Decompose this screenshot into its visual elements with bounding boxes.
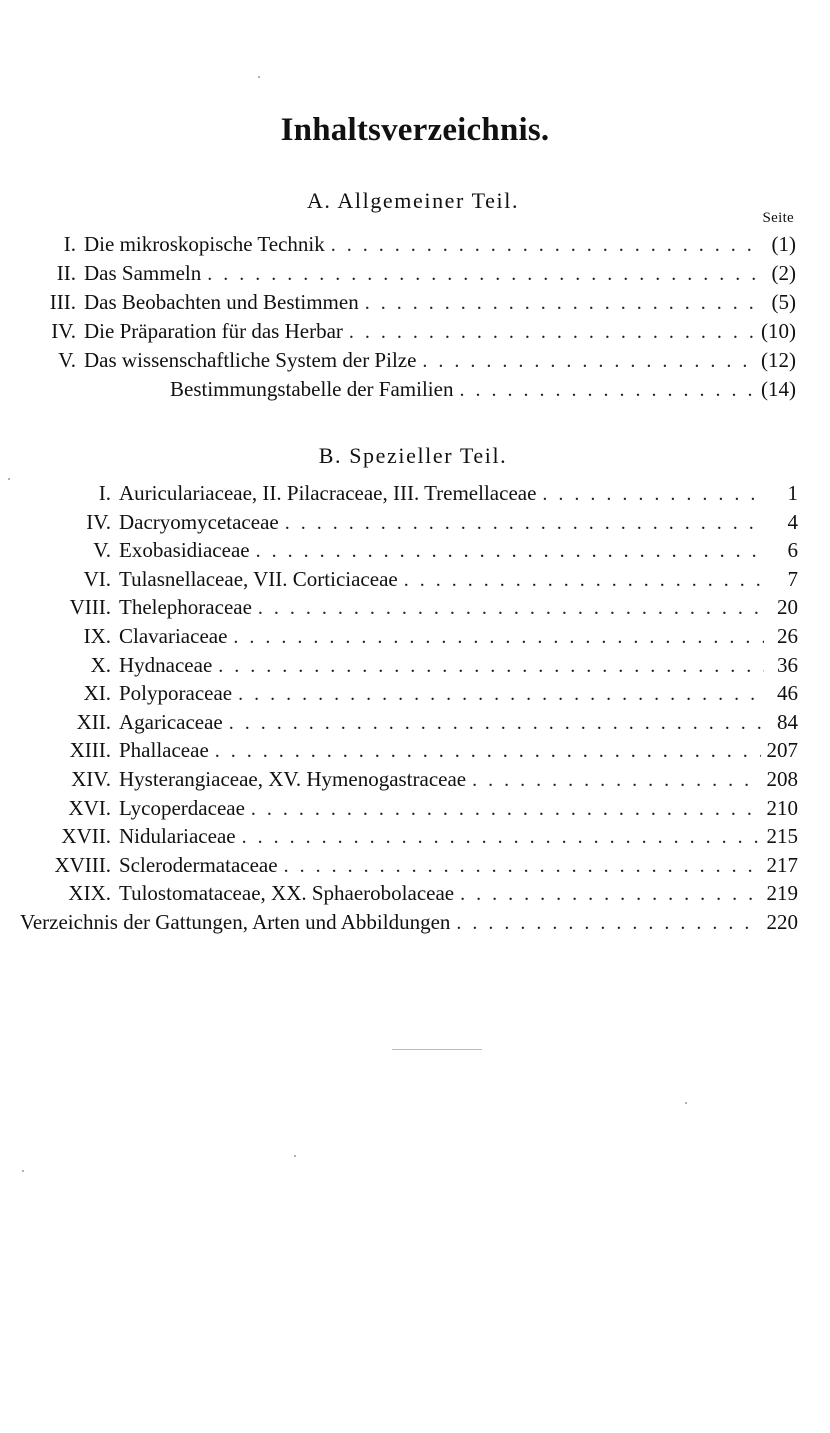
section-a-heading: A. Allgemeiner Teil.: [306, 188, 520, 213]
paper-speck: [22, 1170, 24, 1172]
dot-leader: [349, 321, 755, 344]
dot-leader: [365, 292, 762, 315]
entry-number: IV.: [51, 319, 76, 343]
entry-number: XIII.: [69, 738, 111, 763]
entry-page: (1): [771, 232, 796, 256]
toc-entry[interactable]: [20, 738, 798, 767]
dot-leader: [233, 626, 764, 649]
entry-number: XIV.: [71, 766, 111, 791]
entry-title: Auriculariaceae, II. Pilacraceae, III. Tremellaceae: [119, 481, 537, 505]
dot-leader: [404, 569, 764, 592]
entry-title: Die Präparation für das Herbar: [84, 319, 343, 343]
dot-leader: [256, 540, 764, 563]
entry-number: IV.: [86, 509, 111, 534]
entry-page: (10): [761, 319, 796, 343]
dot-leader: [242, 826, 761, 849]
entry-title: Tulostomataceae, XX. Sphaerobolaceae: [119, 881, 455, 906]
entry-title: Nidulariaceae: [119, 824, 236, 849]
entry-title: Exobasidiaceae: [119, 538, 250, 563]
paper-speck: [258, 76, 260, 78]
entry-title: Thelephoraceae: [119, 595, 252, 620]
toc-entry[interactable]: [20, 261, 796, 290]
toc-entry[interactable]: [20, 796, 798, 825]
toc-entry[interactable]: [20, 319, 796, 348]
dot-leader: [472, 769, 760, 792]
entry-number: VI.: [83, 566, 111, 591]
dot-leader: [215, 740, 761, 763]
dot-leader: [229, 712, 764, 735]
entry-page: 1: [787, 481, 798, 505]
paper-speck: [8, 478, 10, 480]
dot-leader: [251, 798, 761, 821]
entry-page: (14): [761, 377, 796, 401]
entry-number: I.: [63, 232, 76, 256]
dot-leader: [456, 912, 760, 935]
entry-number: XIX.: [68, 881, 111, 906]
entry-title: Verzeichnis der Gattungen, Arten und Abbildungen: [20, 909, 451, 934]
entry-page: 215: [766, 824, 798, 849]
paper-speck: [685, 1102, 687, 1104]
end-rule: [392, 1049, 482, 1050]
toc-entry[interactable]: [20, 595, 798, 624]
toc-entry[interactable]: [20, 567, 798, 596]
entry-page: 84: [777, 709, 798, 734]
entry-page: (2): [771, 261, 796, 285]
dot-leader: [218, 655, 764, 678]
entry-title: Polyporaceae: [119, 681, 233, 706]
entry-number: I.: [98, 481, 111, 505]
dot-leader: [542, 483, 764, 506]
page-title: Inhaltsverzeichnis.: [280, 112, 550, 148]
entry-title: Hysterangiaceae, XV. Hymenogastraceae: [119, 766, 467, 791]
dot-leader: [422, 350, 755, 373]
toc-entry[interactable]: [20, 624, 798, 653]
entry-number: IX.: [83, 623, 111, 648]
toc-entry[interactable]: [20, 481, 798, 510]
entry-title: Sclerodermataceae: [119, 852, 278, 877]
toc-entry[interactable]: [20, 910, 798, 939]
entry-number: XVI.: [68, 795, 111, 820]
dot-leader: [285, 512, 764, 535]
entry-title: Lycoperdaceae: [119, 795, 245, 820]
toc-entry[interactable]: [20, 710, 798, 739]
toc-entry[interactable]: [20, 653, 798, 682]
entry-title: Tulasnellaceae, VII. Corticiaceae: [119, 566, 398, 591]
entry-number: V.: [58, 348, 76, 372]
toc-entry[interactable]: [20, 853, 798, 882]
entry-number: XVII.: [61, 824, 111, 849]
entry-page: 20: [777, 595, 798, 620]
entry-title: Das Beobachten und Bestimmen: [84, 290, 359, 314]
toc-entry[interactable]: [20, 681, 798, 710]
entry-number: X.: [90, 652, 111, 677]
entry-number: II.: [56, 261, 76, 285]
toc-section-a: [20, 232, 796, 406]
toc-entry[interactable]: [20, 767, 798, 796]
entry-title: Bestimmungstabelle der Familien: [170, 377, 454, 401]
entry-page: 6: [787, 538, 798, 563]
entry-page: 7: [787, 566, 798, 591]
section-b-heading: B. Spezieller Teil.: [318, 443, 508, 468]
entry-page: 220: [766, 909, 798, 934]
entry-title: Agaricaceae: [119, 709, 223, 734]
entry-title: Das Sammeln: [84, 261, 202, 285]
entry-number: VIII.: [69, 595, 111, 620]
entry-title: Dacryomycetaceae: [119, 509, 279, 534]
toc-entry[interactable]: [20, 881, 798, 910]
entry-number: III.: [49, 290, 76, 314]
dot-leader: [331, 234, 762, 257]
entry-title: Hydnaceae: [119, 652, 213, 677]
entry-title: Das wissenschaftliche System der Pilze: [84, 348, 417, 372]
entry-page: 210: [766, 795, 798, 820]
entry-number: XII.: [76, 709, 111, 734]
dot-leader: [459, 379, 755, 402]
entry-page: (5): [771, 290, 796, 314]
toc-entry[interactable]: [20, 377, 796, 406]
dot-leader: [284, 855, 761, 878]
toc-entry[interactable]: [20, 538, 798, 567]
toc-entry[interactable]: [20, 510, 798, 539]
entry-page: 219: [766, 881, 798, 906]
entry-page: 26: [777, 623, 798, 648]
entry-page: 207: [766, 738, 798, 763]
dot-leader: [258, 597, 764, 620]
dot-leader: [238, 683, 764, 706]
page-column-label: Seite: [762, 210, 794, 226]
entry-page: 4: [787, 509, 798, 534]
toc-entry[interactable]: [20, 290, 796, 319]
entry-page: (12): [761, 348, 796, 372]
dot-leader: [460, 883, 760, 906]
entry-number: XVIII.: [54, 852, 111, 877]
entry-title: Die mikroskopische Technik: [84, 232, 325, 256]
paper-speck: [294, 1155, 296, 1157]
entry-page: 217: [766, 852, 798, 877]
toc-entry[interactable]: [20, 824, 798, 853]
entry-page: 208: [766, 766, 798, 791]
entry-title: Clavariaceae: [119, 623, 228, 648]
toc-entry[interactable]: [20, 232, 796, 261]
dot-leader: [207, 263, 762, 286]
entry-page: 36: [777, 652, 798, 677]
entry-number: XI.: [83, 681, 111, 706]
toc-entry[interactable]: [20, 348, 796, 377]
entry-title: Phallaceae: [119, 738, 209, 763]
entry-page: 46: [777, 681, 798, 706]
entry-number: V.: [93, 538, 111, 563]
toc-section-b: [20, 481, 798, 939]
